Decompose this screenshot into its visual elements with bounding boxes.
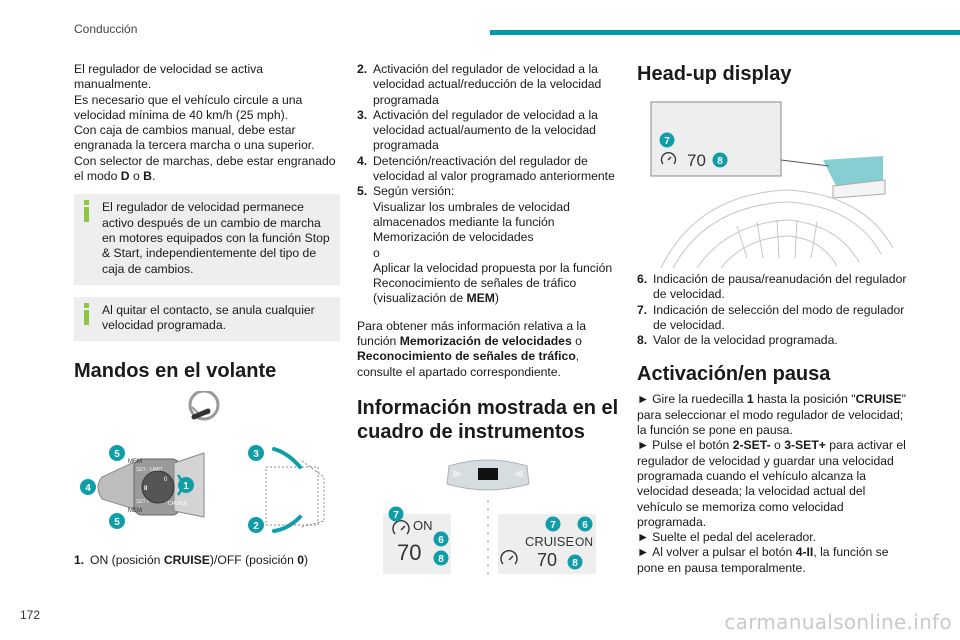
heading-hud: Head-up display <box>637 63 792 85</box>
svg-text:3: 3 <box>253 449 259 461</box>
heading-mandos: Mandos en el volante <box>74 360 277 383</box>
header-accent-bar <box>490 30 960 35</box>
hud-list <box>637 272 909 348</box>
svg-text:6: 6 <box>582 519 588 531</box>
label-set-plus: SET+ <box>136 499 149 506</box>
badge-5-bottom <box>109 513 125 529</box>
label-pause: II <box>144 486 148 493</box>
head-up-display-illustration <box>637 98 899 268</box>
badge-7 <box>546 516 561 531</box>
heading-informacion: Información mostrada en el cuadro de instrumentos <box>357 396 619 443</box>
list-item: 3. Activación del regulador de velocidad a la velocidad actual/aumento de la velocidad programada <box>357 107 598 153</box>
controls-list-continued <box>357 62 619 307</box>
list-item: 4. Detención/reactivación del regulador de velocidad al valor programado anteriormente <box>357 153 615 184</box>
badge-2 <box>248 517 264 533</box>
cluster-panel-left <box>383 506 451 574</box>
activation-steps <box>637 392 909 576</box>
reference-paragraph: Para obtener más información relativa a la función Memorización de velocidades o Reconocimiento de señales de tráfico, consulte el apartado correspondiente. <box>357 318 586 379</box>
list-item: 2. Activación del regulador de velocidad a la velocidad actual/reducción de la velocidad programada <box>357 62 602 107</box>
steering-controls-illustration <box>74 391 340 541</box>
badge-4 <box>80 479 96 495</box>
hud-speed: 70 <box>687 151 706 170</box>
svg-text:5: 5 <box>114 517 120 529</box>
panel-right-cruise: CRUISE <box>525 533 575 549</box>
svg-text:4: 4 <box>85 483 91 495</box>
list-item: 1. ON (posición CRUISE)/OFF (posición 0) <box>74 553 309 568</box>
info-icon <box>84 200 89 222</box>
intro-line-3: Con caja de cambios manual, debe estar engranada la tercera marcha o una superior. <box>74 123 315 153</box>
controls-list <box>74 553 340 568</box>
list-item: 6. Indicación de pausa/reanudación del regulador de velocidad. <box>637 272 907 302</box>
watermark-text: carmanualsonline.info <box>724 610 952 634</box>
column-2 <box>357 62 619 586</box>
list-item: 7. Indicación de selección del modo de regulador de velocidad. <box>637 302 905 332</box>
panel-left-speed: 70 <box>397 539 422 565</box>
badge-3 <box>248 445 264 461</box>
panel-left-on: ON <box>413 517 433 533</box>
info-note-stop-start <box>74 194 340 284</box>
badge-8 <box>434 550 449 565</box>
svg-text:7: 7 <box>664 136 670 147</box>
badge-8 <box>568 554 583 569</box>
badge-7 <box>660 133 675 148</box>
badge-6 <box>578 516 593 531</box>
intro-line-1: El regulador de velocidad se activa manualmente. <box>74 62 264 92</box>
header-section-title: Conducción <box>74 22 138 36</box>
svg-text:8: 8 <box>572 557 578 569</box>
step-3: ► Suelte el pedal del acelerador. <box>637 530 817 545</box>
info-icon <box>84 303 89 325</box>
panel-right-speed: 70 <box>537 549 558 570</box>
svg-text:7: 7 <box>393 509 399 521</box>
svg-text:2: 2 <box>253 521 259 533</box>
badge-1 <box>178 477 194 493</box>
instrument-cluster-illustration <box>357 456 619 586</box>
note-text: Al quitar el contacto, se anula cualquier velocidad programada. <box>102 302 315 333</box>
label-mem-bottom: MEM <box>128 508 142 515</box>
label-set-minus: SET- <box>136 467 148 474</box>
svg-text:8: 8 <box>438 553 444 565</box>
label-zero: 0 <box>164 477 168 484</box>
steering-wheel-icon <box>190 391 218 419</box>
heading-activacion: Activación/en pausa <box>637 363 831 386</box>
page-number: 172 <box>20 608 41 622</box>
cluster-icon <box>447 460 529 490</box>
svg-text:7: 7 <box>550 519 556 531</box>
info-note-ignition <box>74 297 340 342</box>
cluster-panel-right <box>498 514 596 574</box>
badge-8 <box>713 153 728 168</box>
panel-right-on: ON <box>575 534 593 549</box>
label-cruise: CRUISE <box>168 501 187 508</box>
column-1 <box>74 62 340 569</box>
svg-text:5: 5 <box>114 449 120 461</box>
svg-text:8: 8 <box>717 156 723 167</box>
steering-wheel-outline <box>661 190 893 268</box>
svg-text:1: 1 <box>183 481 189 493</box>
label-limit: LIMIT <box>150 467 163 474</box>
list-item: 8. Valor de la velocidad programada. <box>637 333 838 348</box>
column-3 <box>637 62 909 576</box>
label-mem-top: MEM <box>128 459 142 466</box>
intro-line-2: Es necesario que el vehículo circule a una velocidad mínima de 40 km/h (25 mph). <box>74 92 303 122</box>
paddle-illustration <box>266 449 324 531</box>
badge-5-top <box>109 445 125 461</box>
svg-text:6: 6 <box>438 534 444 546</box>
badge-7 <box>389 506 404 521</box>
step-1: ► Gire la ruedecilla 1 hasta la posición "CRUISE" para seleccionar el modo regulador de velocidad; la función se pone en pausa. <box>637 392 906 438</box>
note-text: El regulador de velocidad permanece activo después de un cambio de marcha en motores equipados con la función Stop & Start, independientemente del tipo de caja de cambios. <box>102 200 330 276</box>
badge-6 <box>434 531 449 546</box>
intro-line-4: Con selector de marchas, debe estar engranado el modo D o B. <box>74 153 336 184</box>
step-2: ► Pulse el botón 2-SET- o 3-SET+ para activar el regulador de velocidad y guardar una velocidad programada cuando el vehículo alcanza la velocidad deseada; la velocidad actual del vehículo se memoriza como velocidad programada. <box>637 438 906 529</box>
step-4: ► Al volver a pulsar el botón 4-II, la función se pone en pausa temporalmente. <box>637 545 889 575</box>
list-item: 5. Según versión: Visualizar los umbrales de velocidad almacenados mediante la función Memorización de velocidades o Aplicar la velocidad propuesta por la función Reconocimiento de señales de tráfico (visualización de MEM) <box>357 184 613 306</box>
